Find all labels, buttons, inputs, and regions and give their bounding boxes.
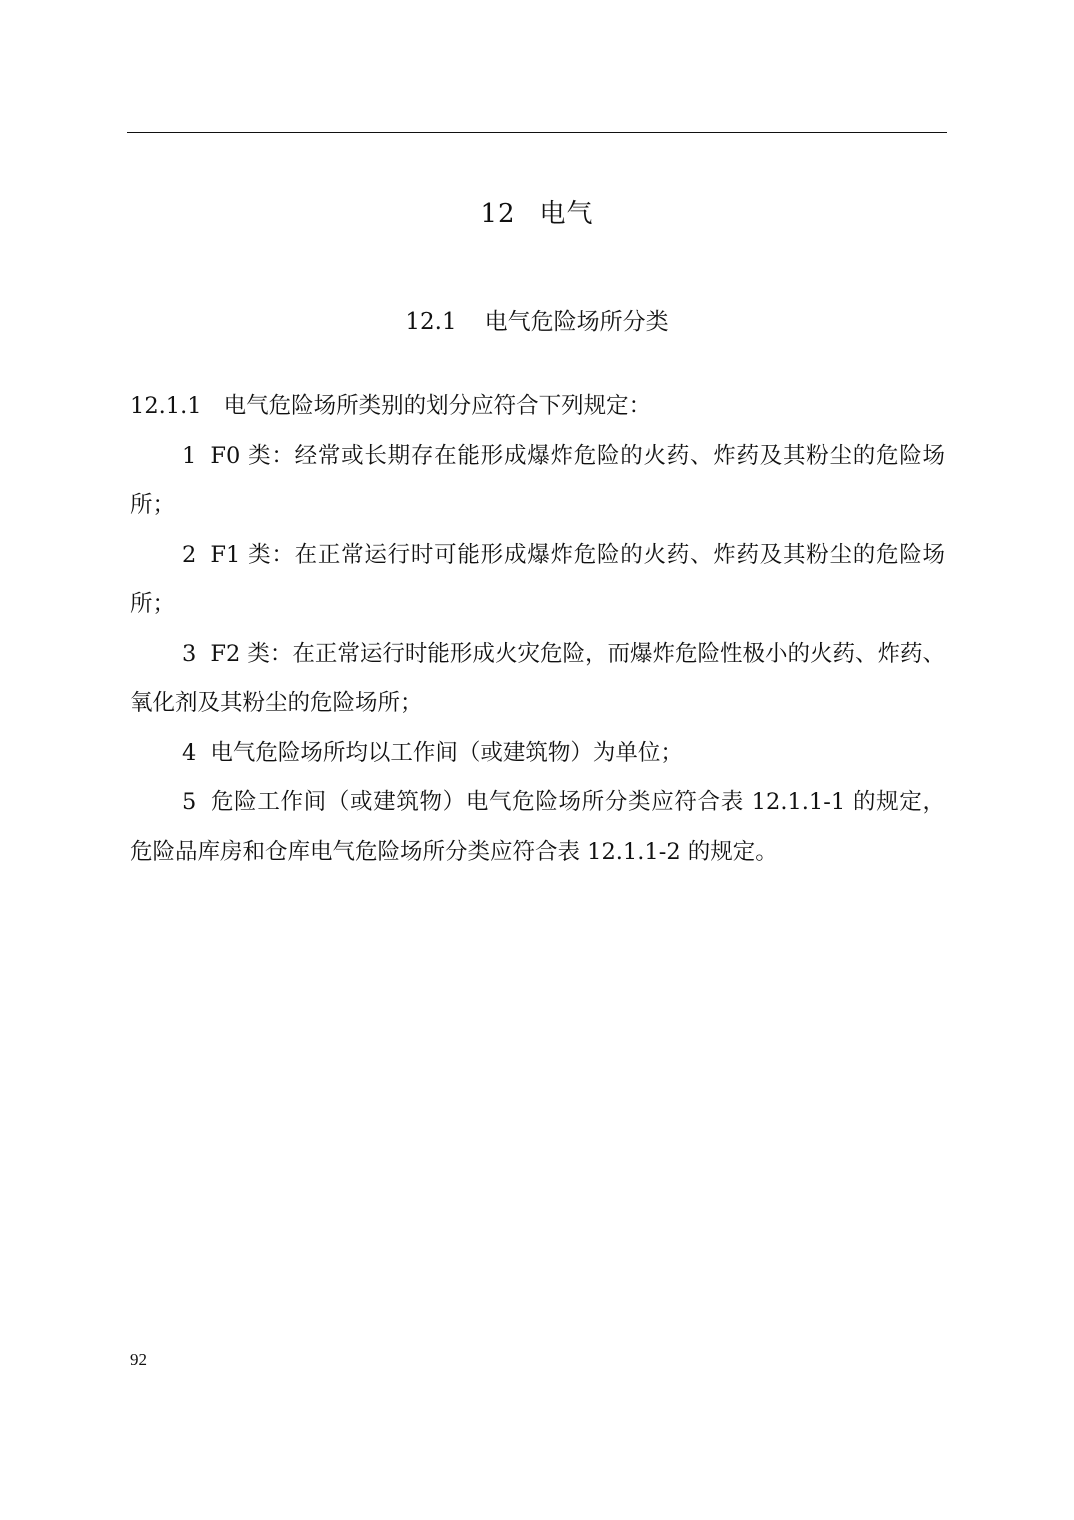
- item-text: F0 类：经常或长期存在能形成爆炸危险的火药、炸药及其粉尘的危险场所；: [130, 442, 945, 518]
- clause-text: 电气危险场所类别的划分应符合下列规定：: [223, 393, 652, 419]
- list-item: [130, 778, 945, 877]
- header-rule: [127, 132, 947, 133]
- section-number: 12.1: [405, 309, 457, 335]
- item-text: F2 类：在正常运行时能形成火灾危险，而爆炸危险性极小的火药、炸药、氧化剂及其粉尘的危险场所；: [130, 640, 945, 716]
- list-item: [130, 630, 945, 729]
- body-content: [130, 382, 945, 877]
- chapter-title: [0, 196, 1074, 232]
- item-number: 4: [182, 739, 197, 766]
- page-number: 92: [130, 1350, 147, 1369]
- clause-12-1-1: [130, 382, 945, 432]
- section-title: [0, 306, 1074, 338]
- list-item: [130, 531, 945, 630]
- item-number: 1: [182, 442, 197, 469]
- list-item: [130, 432, 945, 531]
- item-number: 5: [182, 789, 197, 815]
- section-name: 电气危险场所分类: [484, 309, 669, 335]
- chapter-number: 12: [480, 199, 516, 229]
- item-number: 2: [182, 541, 197, 568]
- clause-number: 12.1.1: [130, 393, 202, 419]
- item-text: F1 类：在正常运行时可能形成爆炸危险的火药、炸药及其粉尘的危险场所；: [130, 541, 945, 617]
- item-text: 危险工作间（或建筑物）电气危险场所分类应符合表 12.1.1-1 的规定，危险品库房和仓库电气危险场所分类应符合表 12.1.1-2 的规定。: [130, 789, 945, 865]
- item-text: 电气危险场所均以工作间（或建筑物）为单位；: [210, 739, 683, 766]
- chapter-name: 电气: [539, 199, 594, 229]
- list-item: [130, 729, 945, 779]
- item-number: 3: [182, 640, 197, 667]
